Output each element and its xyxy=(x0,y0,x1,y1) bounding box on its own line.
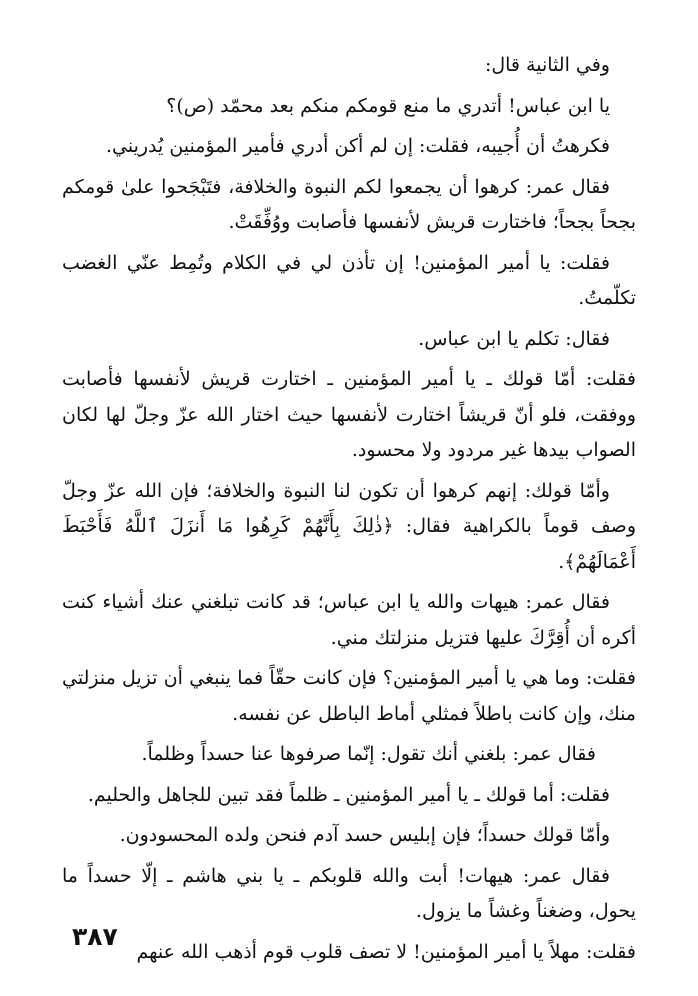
paragraph: فقلت: وما هي يا أمير المؤمنين؟ فإن كانت حقّاً فما ينبغي أن تزيل منزلتي منك، وإن كانت باطلاً فمثلي أماط الباطل عن نفسه. xyxy=(62,667,636,725)
paragraph: فقال عمر: هيهات! أبت والله قلوبكم ـ يا بني هاشم ـ إلّا حسداً ما يحول، وضغناً وغشاً ما يزول. xyxy=(62,864,636,922)
paragraph: فقال عمر: بلغني أنك تقول: إنّما صرفوها عنا حسداً وظلماً. xyxy=(141,743,596,765)
page-number: ٣٨٧ xyxy=(72,922,118,951)
paragraph: فقال عمر: كرهوا أن يجمعوا لكم النبوة والخلافة، فتَبْجَحوا علىٰ قومكم بجحاً بجحاً؛ فاختارت قريش لأنفسها فأصابت ووُفِّقَتْ. xyxy=(62,175,636,233)
paragraph: فقلت: أمّا قولك ـ يا أمير المؤمنين ـ اختارت قريش لأنفسها فأصابت ووفقت، فلو أنّ قريشاً اختارت لأنفسها حيث اختار الله عزّ وجلّ لها لكان الصواب بيدها غير مردود ولا محسود. xyxy=(62,368,636,461)
paragraph: فقلت: مهلاً يا أمير المؤمنين! لا تصف قلوب قوم أذهب الله عنهم xyxy=(136,940,636,963)
paragraph: فقال عمر: هيهات والله يا ابن عباس؛ قد كانت تبلغني عنك أشياء كنت أكره أن أُقِرَّكَ عليها فتزيل منزلتك مني. xyxy=(62,591,636,649)
paragraph: وفي الثانية قال: xyxy=(484,54,610,76)
paragraph: فقلت: يا أمير المؤمنين! إن تأذن لي في الكلام وتُمِط عنّي الغضب تكلّمتُ. xyxy=(62,251,636,309)
page-body xyxy=(62,48,636,975)
paragraph: فكرهتُ أن أُجيبه، فقلت: إن لم أكن أدري فأمير المؤمنين يُدريني. xyxy=(105,135,610,157)
paragraph: يا ابن عباس! أتدري ما منع قومكم منكم بعد محمّد (ص)؟ xyxy=(166,94,610,117)
paragraph: فقلت: أما قولك ـ يا أمير المؤمنين ـ ظلماً فقد تبين للجاهل والحليم. xyxy=(87,783,610,806)
paragraph: وأمّا قولك حسداً؛ فإن إبليس حسد آدم فنحن ولده المحسودون. xyxy=(119,824,610,846)
paragraph: وأمّا قولك: إنهم كرهوا أن تكون لنا النبوة والخلافة؛ فإن الله عزّ وجلّ وصف قوماً بالكراهية فقال: ﴿ذٰلِكَ بِأَنَّهُمْ كَرِهُوا مَا أَنزَلَ ٱللَّهُ فَأَحْبَطَ أَعْمَالَهُمْ﴾. xyxy=(62,479,636,573)
paragraph: فقال: تكلم يا ابن عباس. xyxy=(418,327,610,350)
